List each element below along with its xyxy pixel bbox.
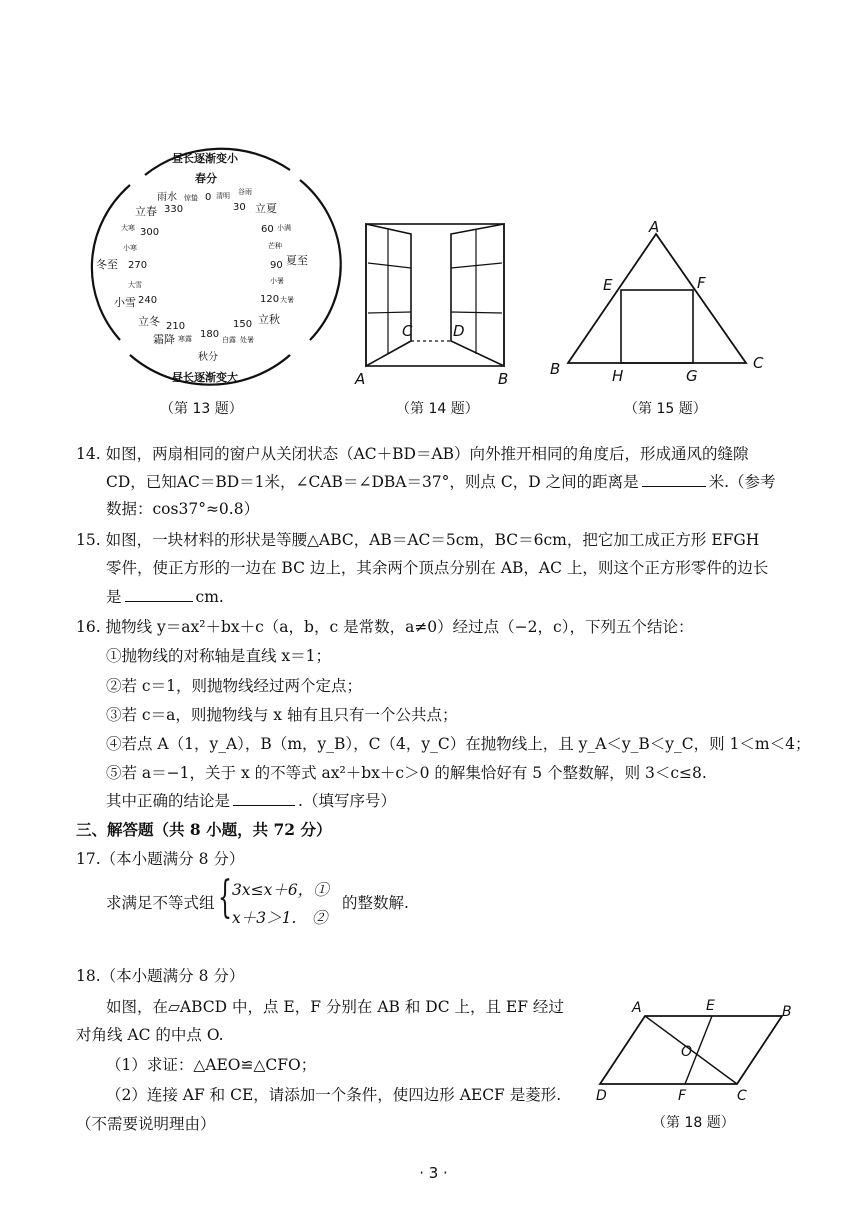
fig13-term: 大暑 — [280, 296, 294, 304]
fig13-term: 春分 — [195, 172, 217, 185]
q17-inequality-1: 3x≤x＋6，① — [232, 881, 329, 899]
fig13-term: 小寒 — [123, 244, 137, 252]
q14-line-3: 数据：cos37°≈0.8） — [106, 500, 260, 518]
q15-line-2: 零件，使正方形的一边在 BC 边上，其余两个顶点分别在 AB，AC 上，则这个正方形零件的边长 — [106, 559, 769, 577]
fig14-label-C: C — [402, 322, 413, 340]
q18-part-2: （2）连接 AF 和 CE，请添加一个条件，使四边形 AECF 是菱形. — [106, 1086, 562, 1104]
fig15-label-C: C — [753, 354, 764, 372]
figure-13-solar-terms-diagram — [90, 140, 330, 390]
fig13-term: 立春 — [135, 205, 157, 218]
q15-line-3: 是 cm. — [106, 588, 224, 606]
q16-item-4: ④若点 A（1，y_A），B（m，y_B），C（4，y_C）在抛物线上，且 y_A＜y_B＜y_C，则 1＜m＜4； — [106, 735, 811, 753]
fig13-term: 雨水 — [157, 192, 177, 203]
fig14-caption: （第 14 题） — [396, 401, 479, 417]
q15-line-1: 15. 如图，一块材料的形状是等腰△ABC，AB＝AC＝5cm，BC＝6cm，把它加工成正方形 EFGH — [76, 531, 760, 549]
q16-item-1: ①抛物线的对称轴是直线 x＝1； — [106, 647, 332, 665]
q14-line-2 — [76, 472, 776, 492]
fig13-term: 惊蛰 — [184, 194, 198, 202]
fig13-term: 秋分 — [198, 352, 218, 363]
q16-line-1: 16. 抛物线 y＝ax²＋bx＋c（a，b，c 是常数，a≠0）经过点（−2，c），下列五个结论： — [76, 618, 694, 636]
fig15-label-E: E — [603, 276, 613, 294]
fig13-term: 270 — [128, 260, 148, 271]
fig18-label-F: F — [678, 1088, 687, 1104]
fig13-term: 210 — [166, 321, 186, 332]
fig15-label-B: B — [550, 360, 561, 378]
fig13-term: 清明 — [216, 192, 230, 200]
fig18-caption: （第 18 题） — [652, 1115, 735, 1131]
fig13-term: 寒露 — [178, 335, 192, 343]
q14-line-1: 14. 如图，两扇相同的窗户从关闭状态（AC＋BD＝AB）向外推开相同的角度后，形成通风的缝隙 — [76, 445, 749, 463]
q16-answer-blank[interactable] — [233, 791, 295, 806]
fig15-label-H: H — [612, 367, 624, 385]
fig13-term: 30 — [233, 202, 246, 213]
figure-18-parallelogram — [592, 994, 802, 1104]
fig18-label-C: C — [737, 1088, 747, 1104]
figure-14-windows — [355, 218, 515, 388]
fig13-term: 小暑 — [270, 277, 284, 285]
fig18-label-E: E — [706, 998, 715, 1014]
q15-answer-blank[interactable] — [125, 587, 193, 602]
q17-prefix: 求满足不等式组 — [106, 894, 215, 912]
fig13-term: 霜降 — [153, 333, 175, 346]
fig18-label-D: D — [596, 1088, 607, 1104]
fig14-label-A: A — [355, 370, 366, 388]
fig13-term: 大雪 — [128, 281, 142, 289]
q18-header: 18.（本小题满分 8 分） — [76, 967, 245, 985]
fig13-term: 60 — [261, 224, 274, 235]
q17-system-brace: { — [218, 872, 232, 923]
q16-item-5: ⑤若 a＝−1，关于 x 的不等式 ax²＋bx＋c＞0 的解集恰好有 5 个整数解，则 3＜c≤8. — [106, 764, 707, 782]
fig13-term: 小满 — [277, 224, 291, 232]
fig13-term: 处暑 — [240, 336, 254, 344]
fig15-label-F: F — [697, 274, 706, 292]
q17-inequality-2: x＋3＞1. ② — [232, 909, 328, 927]
page-number: · 3 · — [419, 1164, 448, 1182]
fig13-caption: （第 13 题） — [160, 401, 243, 417]
fig13-term: 150 — [233, 319, 253, 330]
q14-line-2a: CD，已知AC＝BD＝1米，∠CAB＝∠DBA＝37°，则点 C，D 之间的距离是 — [106, 473, 639, 491]
fig13-term: 芒种 — [268, 242, 282, 250]
q17-header: 17.（本小题满分 8 分） — [76, 850, 245, 868]
fig13-term: 夏至 — [286, 254, 308, 267]
fig13-term: 240 — [138, 295, 158, 306]
fig13-term: 立冬 — [138, 315, 160, 328]
q14-line-2b: 米.（参考 — [708, 473, 776, 491]
fig15-label-G: G — [686, 367, 698, 385]
q16-conclusion: 其中正确的结论是 .（填写序号） — [106, 792, 396, 810]
fig18-label-O: O — [681, 1044, 693, 1060]
fig13-term: 谷雨 — [238, 188, 252, 196]
fig18-label-A: A — [632, 1000, 642, 1016]
fig13-term: 90 — [270, 260, 283, 271]
fig13-term: 立夏 — [255, 202, 277, 215]
figure-15-triangle-square — [546, 218, 776, 388]
q18-line-2: 对角线 AC 的中点 O. — [76, 1026, 224, 1044]
fig13-term: 0 — [205, 192, 212, 203]
q14-answer-blank[interactable] — [642, 472, 706, 487]
q16-item-3: ③若 c＝a，则抛物线与 x 轴有且只有一个公共点； — [106, 706, 458, 724]
q18-part-1: （1）求证：△AEO≌△CFO； — [106, 1056, 317, 1074]
q18-note: （不需要说明理由） — [76, 1115, 216, 1133]
fig15-caption: （第 15 题） — [624, 401, 707, 417]
q16-item-2: ②若 c＝1，则抛物线经过两个定点； — [106, 677, 362, 695]
fig13-term: 300 — [140, 227, 160, 238]
fig18-label-B: B — [782, 1004, 792, 1020]
section-3-heading: 三、解答题（共 8 小题，共 72 分） — [76, 820, 332, 839]
fig13-term: 330 — [164, 204, 184, 215]
q17-suffix: 的整数解. — [342, 894, 409, 912]
fig13-bottom-label: 昼长逐渐变大 — [172, 371, 238, 384]
fig13-term: 大寒 — [121, 224, 135, 232]
fig15-label-A: A — [649, 218, 660, 236]
fig13-term: 120 — [260, 294, 280, 305]
q18-line-1: 如图，在▱ABCD 中，点 E，F 分别在 AB 和 DC 上，且 EF 经过 — [106, 998, 564, 1016]
fig13-term: 小雪 — [114, 296, 136, 309]
fig13-top-label: 昼长逐渐变小 — [172, 152, 238, 165]
fig13-term: 180 — [200, 329, 220, 340]
fig13-term: 冬至 — [96, 258, 118, 271]
fig14-label-B: B — [498, 370, 509, 388]
fig13-term: 立秋 — [258, 313, 280, 326]
fig14-label-D: D — [453, 322, 465, 340]
fig13-term: 白露 — [222, 336, 236, 344]
